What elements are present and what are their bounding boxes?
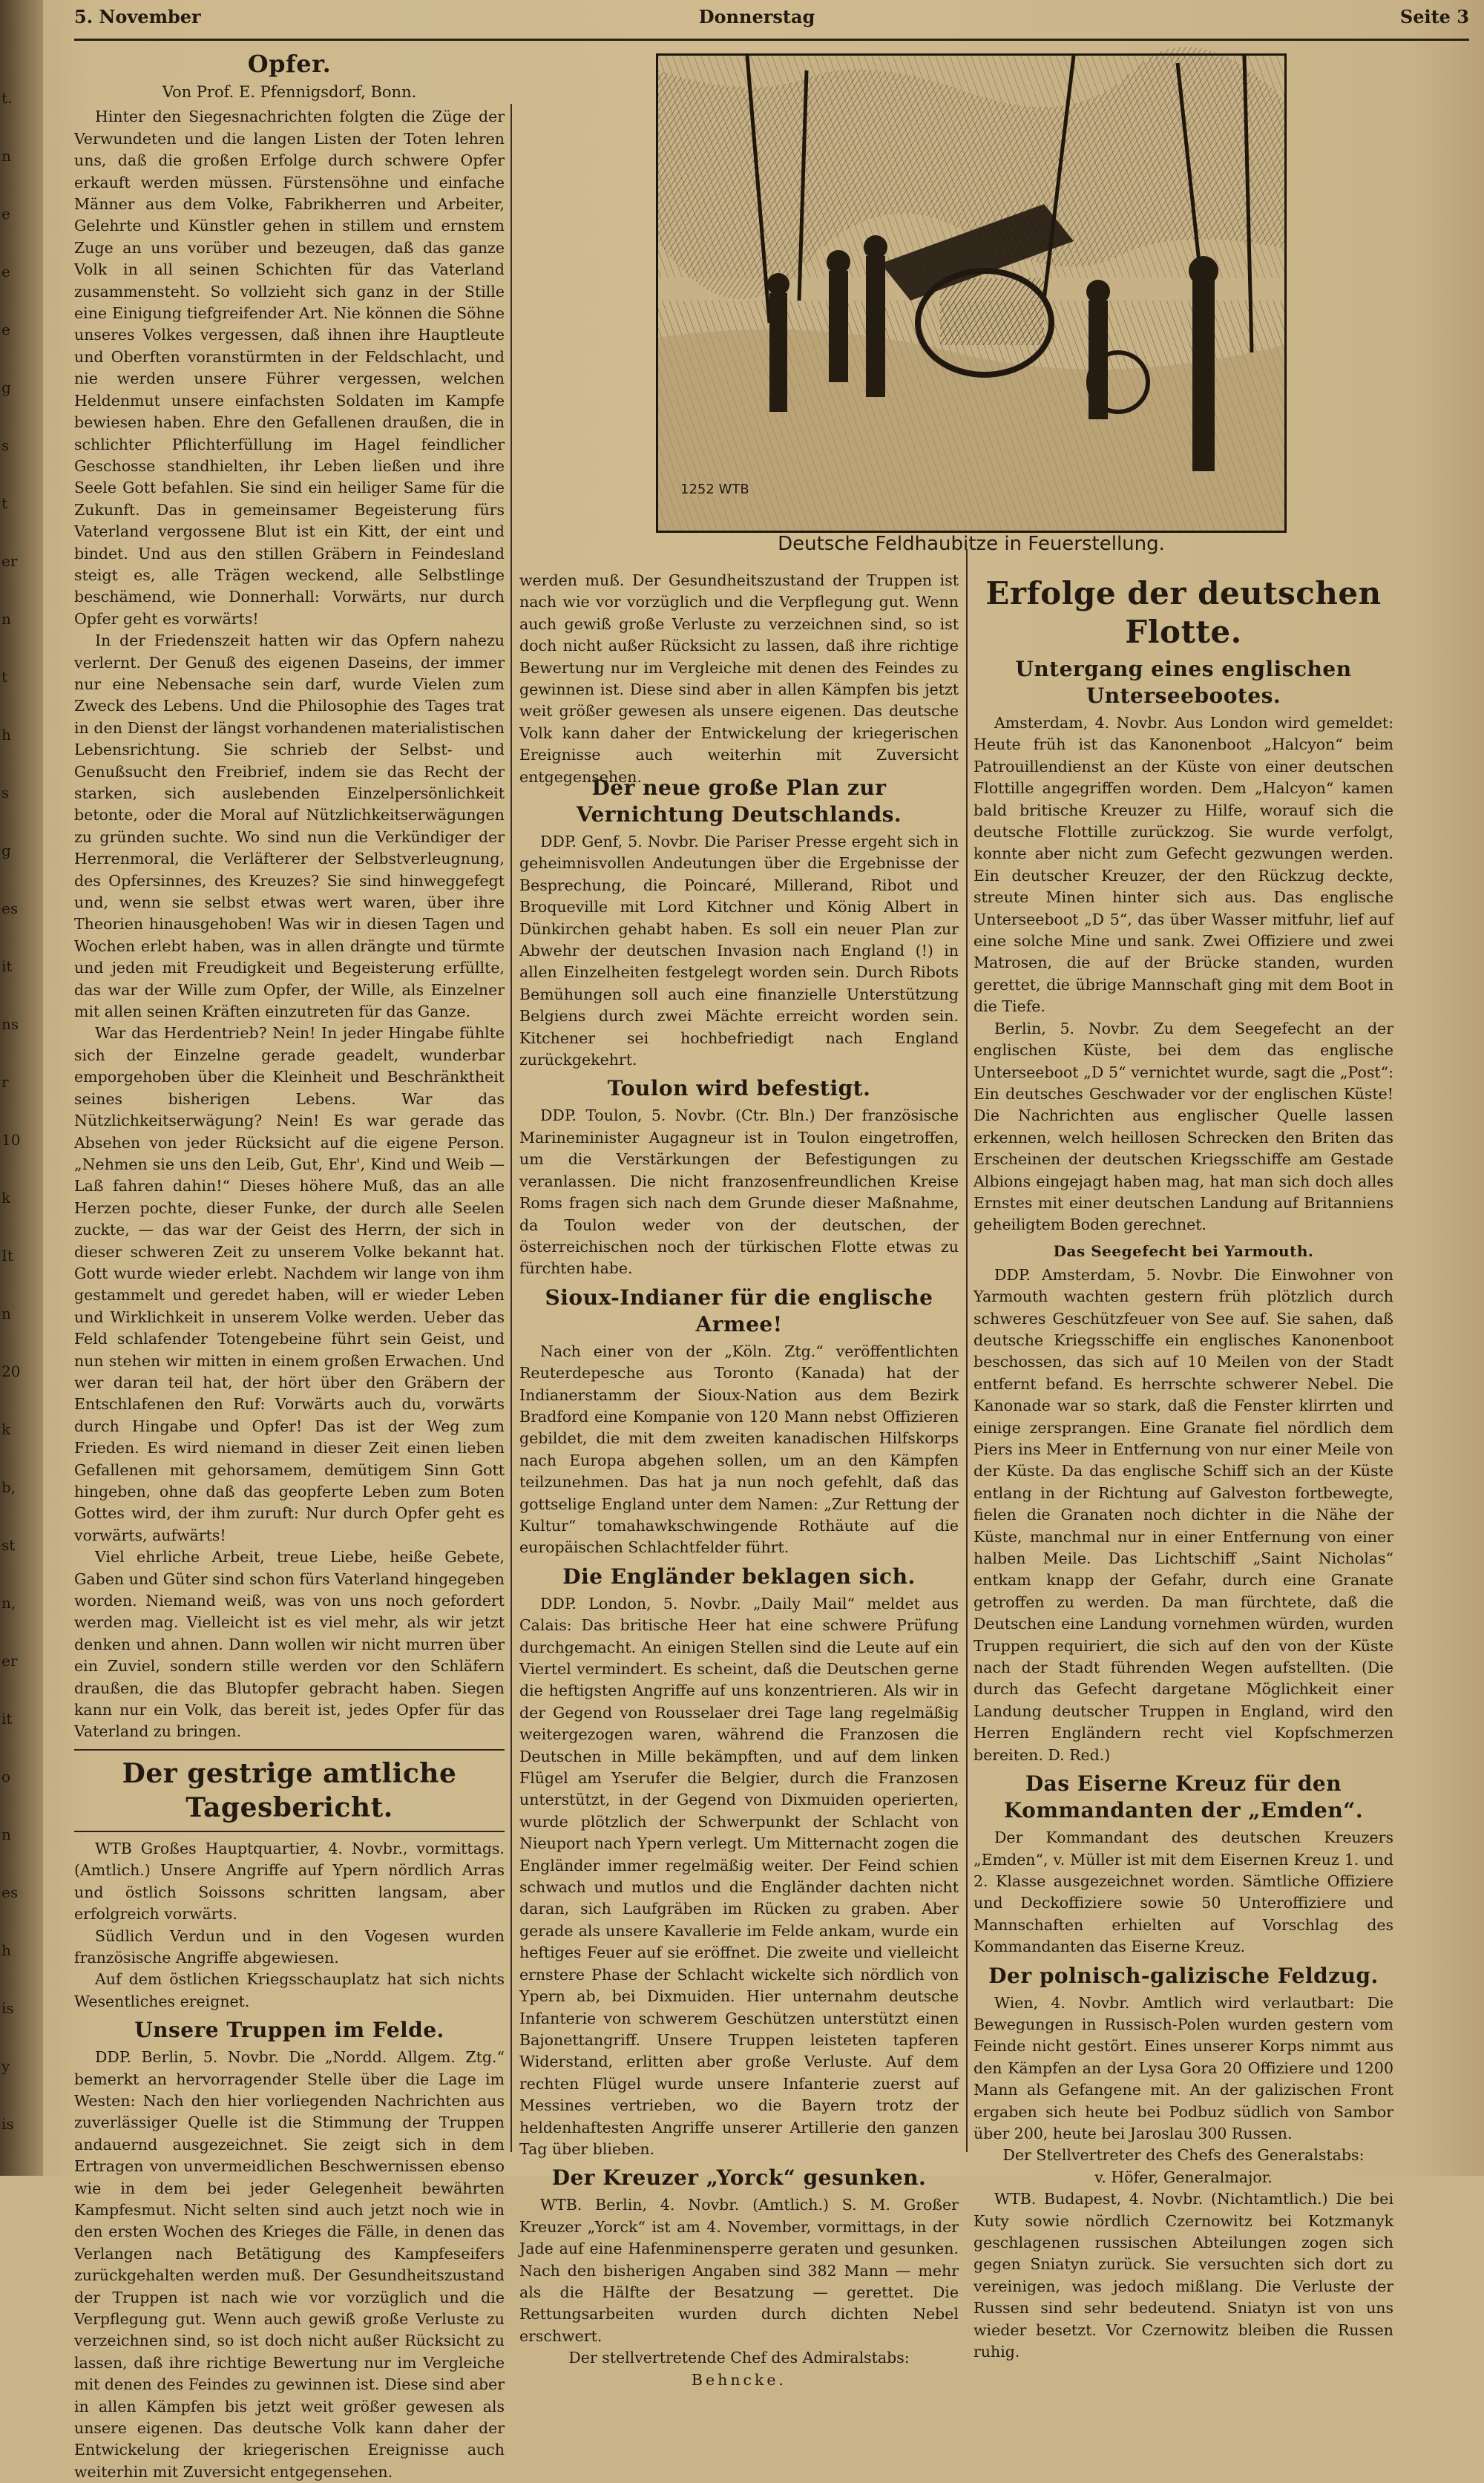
binding-edge-fragment: ns — [1, 1015, 19, 1033]
photo-caption: Deutsche Feldhaubitze in Feuerstellung. — [778, 533, 1165, 555]
binding-edge-fragment: g — [1, 378, 11, 396]
plan-paragraph: DDP. Genf, 5. Novbr. Die Pariser Presse ergeht sich in geheimnisvollen Andeutungen über die Ergebnisse der Besprechung, die Poincaré, Millerand, Ribot und Broqueville mit Lord Kitchner und König Albert in Dünkirchen gehabt haben. Es soll ein neuer Plan zur Abwehr der deutschen Invasion nach England (!) in allen Einzelheiten festgelegt worden sein. Durch Ribots Bemühungen soll auch eine finanzielle Unterstützung Belgiens durch zwei Mächte erreicht worden sein. Kitchener sei hochbefriedigt nach England zurückgekehrt. — [519, 833, 959, 1069]
yarmouth-paragraph: DDP. Amsterdam, 5. Novbr. Die Einwohner von Yarmouth wachten gestern früh plötzlich durch schweres Geschützfeuer von See auf. Sie sahen, daß deutsche Kriegsschiffe ein englisches Kanonenboot beschossen, das sich auf 10 Meilen von der Stadt entfernt befand. Es herrschte schwerer Nebel. Die Kanonade war so stark, daß die Fenster klirrten und einige zersprangen. Eine Granate fiel nördlich dem Piers ins Meer in Entfernung von nur einer Meile von der Küste. Da das englische Schiff sich an der Küste entlang in der Richtung auf Galveston fortbewegte, fielen die Granaten noch dichter in die Nähe der Küste, manchmal nur in einer Entfernung von einer halben Meile. Das Lichtschiff „Saint Nicholas“ entkam knapp der Gefahr, durch eine Granate getroffen zu werden. Da man fürchtete, daß die Deutschen eine Landung vornehmen würden, wurden Truppen requiriert, die sich auf den von der Küste nach der Stadt führenden Wegen aufstellten. (Die durch das Gefecht dargetane Möglichkeit einer Landung deutscher Truppen in England, wird den Herren Engländern recht viel Kopfschmerzen bereiten. D. Red.) — [974, 1265, 1393, 1764]
column-rule-1 — [510, 104, 512, 2152]
emden-title: Das Eiserne Kreuz für den Kommandanten der „Emden“. — [1003, 1771, 1364, 1823]
tagesbericht-paragraph: Südlich Verdun und in den Vogesen wurden französische Angriffe abgewiesen. — [74, 1926, 505, 1967]
tagesbericht-paragraph: WTB Großes Hauptquartier, 4. Novbr., vormittags. (Amtlich.) Unsere Angriffe auf Ypern nördlich Arras und östlich Soissons schritten langsam, aber erfolgreich vorwärts. — [74, 1839, 505, 1923]
binding-edge-fragment: t — [1, 668, 8, 686]
binding-edge-fragment: b, — [1, 1478, 16, 1496]
binding-edge-fragment: r — [1, 1073, 9, 1091]
binding-edge — [0, 0, 43, 2176]
truppen-title: Unsere Truppen im Felde. — [134, 2018, 444, 2043]
feldzug-paragraph: WTB. Budapest, 4. Novbr. (Nichtamtlich.) Die bei Kuty sowie nördlich Czernowitz bei Kotzmanyk geschlagenen russischen Abteilungen zogen sich gegen Sniatyn zurück. Sie versuchten sich dort zu vereinigen, was jedoch mißlang. Die Verluste der Russen sind sehr bedeutend. Sniatyn ist von uns wieder besetzt. Vor Czernowitz bleiben die Russen ruhig. — [974, 2190, 1393, 2361]
header-rule — [74, 39, 1469, 41]
tagesbericht-title: Der gestrige amtliche Tagesbericht. — [122, 1757, 457, 1823]
flotte-paragraph: Berlin, 5. Novbr. Zu dem Seegefecht an der englischen Küste, bei dem das englische Unterseeboot „D 5“ vernichtet wurde, sagt die „Post“: Ein deutsches Geschwader vor der englischen Küste! Die Nachrichten aus englischer Quelle lassen erkennen, welch heillosen Schrecken den Briten das Erscheinen der deutschen Kriegsschiffe am Gestade Albions eingejagt haben mag, hat man sich doch alles Ernstes mit einer deutschen Landung auf Britanniens geheiligtem Boden gerechnet. — [974, 1019, 1393, 1234]
binding-edge-fragment: st — [1, 1536, 16, 1554]
truppen-paragraph: DDP. Berlin, 5. Novbr. Die „Nordd. Allgem. Ztg.“ bemerkt an hervorragender Stelle über die Lage im Westen: Nach den hier vorliegenden Nachrichten aus zuverlässiger Quelle ist die Stimmung der Truppen andauernd ausgezeichnet. Sie zeigt sich in dem Ertragen von unvermeidlichen Beschwernissen ebenso wie in dem bei jeder Gelegenheit bewährten Kampfesmut. Nicht selten sind auch jetzt noch wie in den ersten Wochen des Krieges die Fälle, in denen das Verlangen nach Betätigung des Kampfeseifers zurückgehalten werden muß. Der Gesundheitszustand der Truppen ist nach wie vor vorzüglich und die Verpflegung gut. Wenn auch gewiß große Verluste zu verzeichnen sind, so ist doch nicht außer Rücksicht zu lassen, daß ihre richtige Bewertung nur im Vergleiche mit denen des Feindes zu gewinnen ist. Diese sind aber in allen Kämpfen bis jetzt weit größer gewesen als unsere eigenen. Das deutsche Volk kann daher der Entwickelung der kriegerischen Ereignisse auch weiterhin mit Zuversicht entgegensehen. — [74, 2048, 505, 2481]
right-column — [974, 570, 1393, 2363]
emden-paragraph: Der Kommandant des deutschen Kreuzers „Emden“, v. Müller ist mit dem Eisernen Kreuz 1. und 2. Klasse ausgezeichnet worden. Sämtliche Offiziere und Deckoffiziere sowie 50 Unteroffiziere und Mannschaften erhielten auf Vorschlag des Kommandanten das Eiserne Kreuz. — [974, 1828, 1393, 1956]
header-date: 5. November — [74, 6, 201, 27]
binding-edge-fragment: it — [1, 1710, 13, 1728]
engl-beklagen-title: Die Engländer beklagen sich. — [562, 1564, 916, 1589]
opfer-paragraph: War das Herdentrieb? Nein! In jeder Hingabe fühlte sich der Einzelne gerade geadelt, wunderbar emporgehoben über die Kleinheit und Beschränktheit seines bisherigen Lebens. War das Nützlichkeitserwägung? Nein! Es war gerade das Absehen von jeder Rücksicht auf die eigene Person. „Nehmen sie uns den Leib, Gut, Ehr', Kind und Weib — Laß fahren dahin!“ Dieses höhere Muß, das an alle Herzen pochte, dieser Funke, der durch alle Seelen zuckte, — das war der Geist des Herrn, der sich in dieser schweren Zeit zu unserem Volke bekannt hat. Gott wurde wieder erlebt. Nachdem wir lange von ihm gestammelt und geredet haben, will er wieder Leben und Wirklichkeit in unserem Volke werden. Ueber das Feld schlafender Totengebeine führt sein Geist, und nun stehen wir mitten in einem großen Erwachen. Und wer daran teil hat, der hört über den Gräbern der Entschlafenen den Ruf: Vorwärts auch du, vorwärts durch Hingabe und Opfer! Das ist der Weg zum Frieden. Es wird niemand in dieser Zeit einen lieben Gefallenen mit gehorsamem, demütigem Sinn Gott hingeben, ohne daß das geopferte Leben zum Boten Gottes wird, der ihm zuruft: Nur durch Opfer geht es vorwärts, aufwärts! — [74, 1024, 505, 1544]
feldzug-sig-line2: v. Höfer, Generalmajor. — [1094, 2168, 1273, 2186]
engl-beklagen-paragraph: DDP. London, 5. Novbr. „Daily Mail“ meldet aus Calais: Das britische Heer hat eine schwere Prüfung durchgemacht. An einigen Stellen sind die Leute auf ein Viertel vermindert. Es scheint, daß die Deutschen gerne die heftigsten Angriffe auf uns konzentrieren. Als wir in der Gegend von Rousselaer drei Tage lang regelmäßig weitergezogen waren, während die Franzosen die Deutschen in Mille bekämpften, und auf dem linken Flügel am Yserufer die Belgier, durch die Franzosen unterstützt, in der Gegend von Dixmuiden operierten, wurde plötzlich der Schwerpunkt der Schlacht von Nieuport nach Ypern verlegt. Um Mitternacht zogen die Engländer immer regelmäßig weiter. Der Feind schien schwach und mutlos und die Engländer dachten nicht daran, sich Laufgräben im Rücken zu graben. Aber gerade als unsere Kavallerie im Felde ankam, wurde ein heftiges Feuer auf sie eröffnet. Die zweite und vielleicht ernstere Phase der Schlacht wickelte sich nördlich von Ypern ab, bei Dixmuiden. Hier unternahm deutsche Infanterie von schwerem Geschützen unterstützt einen Bajonettangriff. Unsere Truppen leisteten tapferen Widerstand, erlitten aber große Verluste. Auf dem rechten Flügel wurde unsere Infanterie zuerst auf Messines vertrieben, wo die Bayern trotz der heldenhaftesten Angriffe unserer Artillerie den ganzen Tag über blieben. — [519, 1594, 959, 2158]
binding-edge-fragment: h — [1, 1941, 11, 1959]
toulon-title: Toulon wird befestigt. — [607, 1076, 871, 1101]
binding-edge-fragment: k — [1, 1420, 11, 1438]
binding-edge-fragment: s — [1, 436, 10, 454]
binding-edge-fragment: It — [1, 1247, 13, 1265]
feldzug-paragraph: Wien, 4. Novbr. Amtlich wird verlautbart: Die Bewegungen in Russisch-Polen wurden gestern vom Feinde nicht gestört. Eines unserer Korps nimmt aus den Kämpfen an der Lysa Gora 20 Offiziere und 1200 Mann als Gefangene mit. An der galizischen Front ergaben sich heute bei Podbuz südlich von Sambor über 200, heute bei Jaroslau 300 Russen. — [974, 1993, 1393, 2142]
binding-edge-fragment: is — [1, 2115, 14, 2133]
feldzug-sig-line1: Der Stellvertreter des Chefs des Generalstabs: — [1002, 2146, 1365, 2165]
yorck-sig-line1: Der stellvertretende Chef des Admiralstabs: — [568, 2349, 910, 2367]
flotte-title: Erfolge der deutschen Flotte. — [985, 575, 1382, 650]
photo-signature: 1252 WTB — [680, 482, 749, 497]
binding-edge-fragment: g — [1, 842, 11, 859]
plan-title: Der neue große Plan zur Vernichtung Deutschlands. — [576, 775, 902, 827]
binding-edge-fragment: t — [1, 494, 8, 512]
sioux-title: Sioux-Indianer für die englische Armee! — [545, 1285, 933, 1336]
binding-edge-fragment: is — [1, 1999, 14, 2017]
binding-edge-fragment: o — [1, 1768, 11, 1785]
binding-edge-fragment: n — [1, 1305, 11, 1322]
binding-edge-fragment: e — [1, 205, 10, 223]
binding-edge-fragment: er — [1, 552, 18, 570]
binding-edge-fragment: 10 — [1, 1131, 21, 1149]
column-rule-2 — [966, 549, 968, 2152]
opfer-paragraph: Hinter den Siegesnachrichten folgten die Züge der Verwundeten und die langen Listen der Toten lehren uns, daß die großen Erfolge durch schwere Opfer erkauft werden müssen. Fürstensöhne und einfache Männer aus dem Volke, Fabrikherren und Arbeiter, Gelehrte und Künstler gehen in stillem und ernstem Zuge an uns vorüber und bezeugen, daß das ganze Volk in all seinen Schichten für das Vaterland zusammensteht. So vollzieht sich ganz in der Stille eine Einigung tiefgreifender Art. Nie können die Söhne unseres Volkes vergessen, daß ihnen ihre Hauptleute und Oberften voranstürmten in der Feldschlacht, und nie werden unsere Führer vergessen, welchen Heldenmut unsere einfachsten Soldaten im Kampfe bewiesen haben. Ehre den Gefallenen draußen, die in schlichter Pflichterfüllung im Hagel feindlicher Geschosse standhielten, ihr Leben ließen und ihre Seele Gott befahlen. Sie sind ein heiliger Same für die Zukunft. Das in gemeinsamer Begeisterung fürs Vaterland vergossene Blut ist ein Kitt, der eint und bindet. Und aus den stillen Gräbern in Feindesland steigt es, alle Trägen weckend, alle Selbstlinge beschämend, wie Donnerhall: Vorwärts, nur durch Opfer geht es vorwärts! — [74, 108, 505, 628]
yorck-paragraph: WTB. Berlin, 4. Novbr. (Amtlich.) S. M. Großer Kreuzer „Yorck“ ist am 4. November, vormittags, in der Jade auf eine Hafenminensperre geraten und gesunken. Nach den bisherigen Angaben sind 382 Mann — mehr als die Hälfte der Besatzung — gerettet. Die Rettungsarbeiten wurden durch dichten Nebel erschwert. — [519, 2196, 959, 2345]
binding-edge-fragment: es — [1, 1883, 19, 1901]
binding-edge-fragment: it — [1, 957, 13, 975]
flotte-paragraph: Amsterdam, 4. Novbr. Aus London wird gemeldet: Heute früh ist das Kanonenboot „Halcyon“ beim Patrouillendienst an der Küste von einer deutschen Flottille angegriffen worden. Dem „Halcyon“ kamen bald britische Kreuzer zu Hilfe, worauf sich die deutsche Flottille zurückzog. Sie wurde verfolgt, konnte aber nicht zum Gefecht gezwungen werden. Ein deutscher Kreuzer, der den Rückzug deckte, streute Minen hinter sich aus. Das englische Unterseeboot „D 5“, das über Wasser mitfuhr, lief auf eine solche Mine und sank. Zwei Offiziere und zwei Matrosen, die auf der Brücke standen, wurden gerettet, die übrige Mannschaft ging mit dem Boot in die Tiefe. — [974, 714, 1393, 1016]
photo-howitzer — [656, 53, 1287, 533]
middle-column — [519, 570, 959, 2391]
opfer-title: Opfer. — [247, 50, 332, 78]
binding-edge-fragment: h — [1, 726, 11, 744]
opfer-paragraph: In der Friedenszeit hatten wir das Opfern nahezu verlernt. Der Genuß des eigenen Daseins, der immer nur eine Nebensache sein darf, wurde Vielen zum Zweck des Lebens. Und die Philosophie des Tages trat in den Dienst der längst vorhandenen materialistischen Lebensrichtung. Sie schrieb der Selbst- und Genußsucht den Freibrief, indem sie das Recht der starken, sich auslebenden Einzelpersönlichkeit betonte, oder die Moral auf Nützlichkeitserwägungen zu gründen suchte. Wo sind nun die Verkündiger der Herrenmoral, die Verläfterer der Selbstverleugnung, des Opfersinnes, des Kreuzes? Sie sind hinweggefegt und, wenn sie selbst etwas wert waren, über ihre Theorien hinausgehoben! Was wir in diesen Tagen und Wochen erlebt haben, was in allen drängte und türmte und jeden mit Freudigkeit und Begeisterung erfüllte, das war der Wille zum Opfer, der Wille, als Einzelner mit allen seinen Kräften einzutreten für das Ganze. — [74, 632, 505, 1021]
toulon-paragraph: DDP. Toulon, 5. Novbr. (Ctr. Bln.) Der französische Marineminister Augagneur ist in Toulon eingetroffen, um die Verstärkungen der Befestigungen zu veranlassen. Die nicht franzosenfreundlichen Kreise Roms fragen sich nach dem Grunde dieser Maßnahme, da Toulon weder von der deutschen, der österreichischen noch der türkischen Flotte etwas zu fürchten habe. — [519, 1106, 959, 1278]
section-rule — [74, 1749, 505, 1751]
binding-edge-fragment: k — [1, 1189, 11, 1207]
binding-edge-fragment: 20 — [1, 1362, 21, 1380]
binding-edge-fragment: y — [1, 2057, 10, 2075]
binding-edge-fragment: er — [1, 1652, 18, 1670]
howitzer-illustration — [658, 56, 1284, 531]
yorck-title: Der Kreuzer „Yorck“ gesunken. — [551, 2165, 927, 2191]
opfer-author: Von Prof. E. Pfennigsdorf, Bonn. — [162, 83, 417, 101]
section-rule — [74, 1831, 505, 1832]
left-column — [74, 45, 505, 2481]
header-weekday: Donnerstag — [698, 6, 815, 27]
yarmouth-title: Das Seegefecht bei Yarmouth. — [1053, 1242, 1314, 1260]
binding-edge-fragment: e — [1, 321, 10, 338]
sioux-paragraph: Nach einer von der „Köln. Ztg.“ veröffentlichten Reuterdepesche aus Toronto (Kanada) hat der Indianerstamm der Sioux-Nation aus dem Bezirk Bradford eine Kompanie von 120 Mann nebst Offizieren gebildet, die mit dem zweiten kanadischen Hilfskorps nach Europa abgehen sollen, um an den Kämpfen teilzunehmen. Das hat ja nun noch gefehlt, daß das gottselige England unter dem Namen: „Zur Rettung der Kultur“ tomahawkschwingende Rothäute auf die europäischen Schlachtfelder führt. — [519, 1342, 959, 1557]
flotte-subtitle: Untergang eines englischen Unterseebootes. — [1015, 657, 1352, 708]
truppen-continued: werden muß. Der Gesundheitszustand der Truppen ist nach wie vor vorzüglich und die Verpflegung gut. Wenn auch gewiß große Verluste zu verzeichnen sind, so ist doch nicht außer Rücksicht zu lassen, daß ihre richtige Bewertung nur im Vergleiche mit denen des Feindes zu gewinnen ist. Diese sind aber in allen Kämpfen bis jetzt weit größer gewesen als unsere eigenen. Das deutsche Volk kann daher der Entwickelung der kriegerischen Ereignisse auch weiterhin mit Zuversicht entgegensehen. — [519, 571, 959, 786]
tagesbericht-paragraph: Auf dem östlichen Kriegsschauplatz hat sich nichts Wesentliches ereignet. — [74, 1970, 505, 2010]
binding-edge-fragment: s — [1, 784, 10, 801]
opfer-paragraph: Viel ehrliche Arbeit, treue Liebe, heiße Gebete, Gaben und Güter sind schon fürs Vaterland hingegeben worden. Niemand weiß, was von uns noch gefordert werden mag. Vielleicht ist es viel mehr, als wir jetzt denken und ahnen. Dann wollen wir nicht murren über ein Zuviel, sondern stille werden vor den Schläfern draußen, die das Blutopfer gebracht haben. Siegen kann nur ein Volk, das bereit ist, jedes Opfer für das Vaterland zu bringen. — [74, 1548, 505, 1741]
binding-edge-fragment: n — [1, 147, 11, 165]
binding-edge-fragment: n — [1, 610, 11, 628]
binding-edge-fragment: n, — [1, 1594, 16, 1612]
binding-edge-fragment: t. — [1, 89, 13, 107]
feldzug-title: Der polnisch-galizische Feldzug. — [988, 1963, 1379, 1988]
binding-edge-fragment: n — [1, 1826, 11, 1843]
binding-edge-fragment: e — [1, 263, 10, 281]
binding-edge-fragment: es — [1, 899, 19, 917]
yorck-sig-line2: Behncke. — [691, 2370, 787, 2389]
header-page-label: Seite 3 — [1399, 6, 1469, 27]
